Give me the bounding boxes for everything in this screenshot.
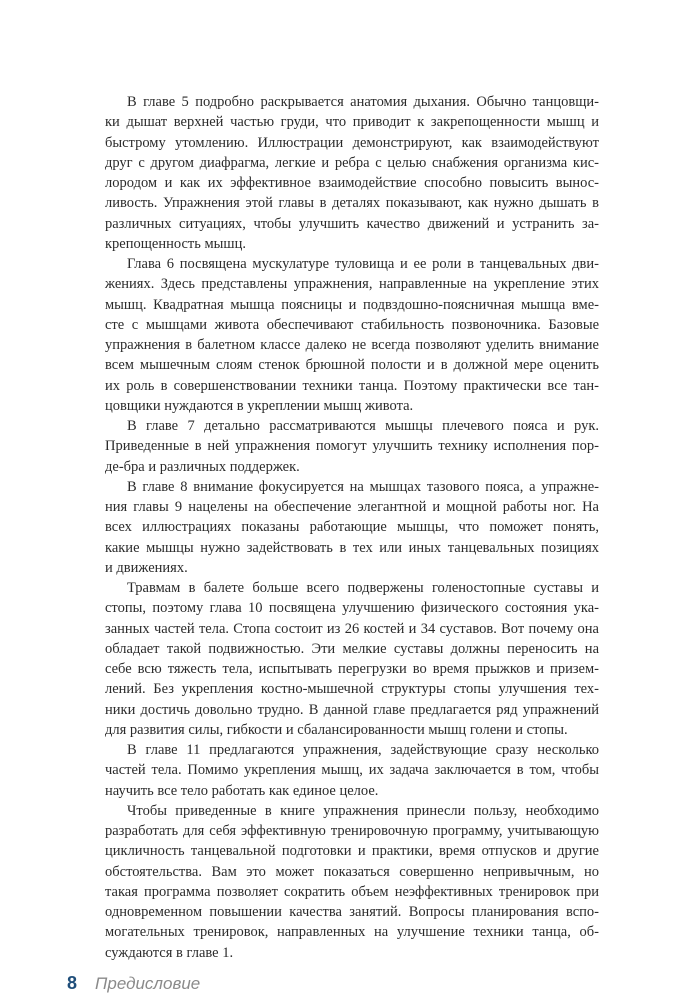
- text-line: себе всю тяжесть тела, испытывать перегрузки во время прыжков и призем-: [105, 661, 599, 677]
- paragraph: [105, 254, 599, 416]
- text-line: для развития силы, гибкости и сбалансированности мышц голени и стопы.: [105, 721, 568, 738]
- text-line: Травмам в балете больше всего подвержены голеностопные суставы и: [127, 580, 599, 596]
- text-line: их роль в совершенствовании техники танца. Поэтому практически все тан-: [105, 377, 599, 394]
- paragraph: [105, 801, 599, 963]
- text-line: суждаются в главе 1.: [105, 944, 234, 961]
- text-line: занных частей тела. Стопа состоит из 26 костей и 34 суставов. Вот почему она: [105, 620, 599, 637]
- text-line: лородом и как их эффективное взаимодействие способно повысить вынос-: [105, 175, 599, 191]
- text-line: сте с мышцами живота обеспечивают стабильность позвоночника. Базовые: [105, 316, 599, 333]
- page-number: 8: [67, 972, 78, 993]
- text-line: одновременном повышении качества занятий. Вопросы планирования вспо-: [105, 904, 599, 920]
- text-line: быстрому утомлению. Иллюстрации демонстрируют, как взаимодействуют: [105, 134, 599, 151]
- paragraph: [105, 416, 599, 477]
- text-line: обладает такой подвижностью. Эти мелкие суставы должны переносить на: [105, 640, 599, 657]
- text-line: могательных тренировок, направленных на улучшение техники танца, об-: [105, 924, 599, 941]
- page-content: [67, 92, 599, 994]
- running-footer-title: Предисловие: [95, 973, 201, 993]
- text-line: стопы, поэтому глава 10 посвящена улучшению физического состояния ука-: [105, 600, 599, 617]
- paragraph: [105, 578, 599, 740]
- text-line: ливость. Упражнения этой главы в деталях показывают, как нужно дышать в: [105, 195, 599, 212]
- text-line: научить все тело работать как единое целое.: [105, 782, 379, 799]
- text-line: частей тела. Помимо укрепления мышц, их задача заключается в том, чтобы: [105, 762, 599, 779]
- text-line: В главе 8 внимание фокусируется на мышцах тазового пояса, а упражне-: [127, 478, 599, 495]
- text-line: мышц. Квадратная мышца поясницы и подвздошно-поясничная мышца вме-: [105, 296, 599, 313]
- text-line: ния главы 9 нацелены на обеспечение элегантной и мощной работы ног. На: [105, 499, 599, 515]
- text-line: В главе 7 детально рассматриваются мышцы плечевого пояса и рук.: [127, 418, 599, 434]
- paragraph: [105, 92, 599, 254]
- page-footer: [67, 973, 599, 994]
- paragraph: [105, 477, 599, 578]
- text-line: обстоятельства. Вам это может показаться совершенно непривычным, но: [105, 863, 599, 880]
- text-line: цикличность танцевальной подготовки и практики, время отпусков и другие: [105, 843, 599, 860]
- text-line: жениях. Здесь представлены упражнения, направленные на укрепление этих: [105, 276, 599, 293]
- text-line: такая программа позволяет сократить объем неэффективных тренировок при: [105, 883, 599, 900]
- text-line: В главе 5 подробно раскрывается анатомия дыхания. Обычно танцовщи-: [127, 94, 599, 110]
- text-line: и движениях.: [105, 559, 188, 576]
- text-line: цовщики нуждаются в укреплении мышц живота.: [105, 397, 414, 414]
- paragraph: [105, 740, 599, 801]
- text-line: различных ситуациях, чтобы улучшить качество движений и устранить за-: [105, 215, 599, 232]
- text-line: всем мышечным слоям стенок брюшной полости и в должной мере оценить: [105, 357, 599, 374]
- text-line: Чтобы приведенные в книге упражнения принесли пользу, необходимо: [127, 802, 599, 819]
- text-line: В главе 11 предлагаются упражнения, задействующие сразу несколько: [127, 742, 599, 758]
- text-line: друг с другом диафрагма, легкие и ребра с целью снабжения организма кис-: [105, 154, 599, 171]
- text-line: крепощенность мышц.: [105, 235, 246, 252]
- text-line: лений. Без укрепления костно-мышечной структуры стопы улучшения тех-: [105, 681, 599, 698]
- text-line: де-бра и различных поддержек.: [105, 458, 300, 475]
- text-line: разработать для себя эффективную тренировочную программу, учитывающую: [105, 823, 599, 839]
- body-text: [105, 92, 599, 963]
- text-line: ники достичь довольно трудно. В данной главе предлагается ряд упражнений: [105, 701, 599, 718]
- text-line: Приведенные в ней упражнения помогут улучшить технику исполнения пор-: [105, 438, 599, 455]
- text-line: всех иллюстрациях показаны работающие мышцы, что поможет понять,: [105, 519, 599, 536]
- text-line: ки дышат верхней частью груди, что приводит к закрепощенности мышц и: [105, 114, 599, 131]
- text-line: упражнения в балетном классе далеко не всегда позволяют уделить внимание: [105, 337, 599, 353]
- text-line: Глава 6 посвящена мускулатуре туловища и ее роли в танцевальных дви-: [127, 256, 599, 272]
- text-line: какие мышцы нужно задействовать в тех или иных танцевальных позициях: [105, 539, 599, 556]
